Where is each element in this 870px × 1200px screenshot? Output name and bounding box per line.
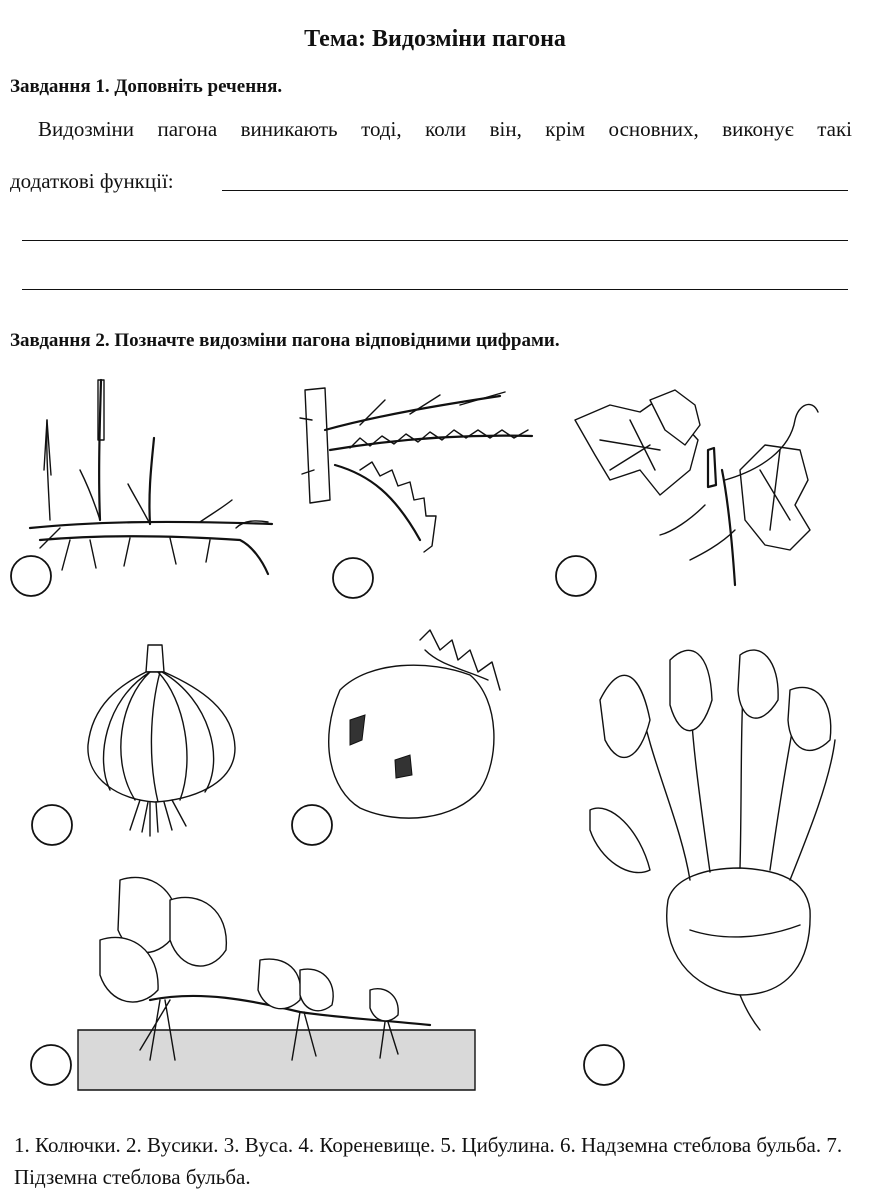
kohlrabi-illustration	[590, 650, 835, 1030]
rhizome-grass-illustration	[30, 380, 272, 574]
task1-sentence-line1: Видозміни пагона виникають тоді, коли він, крім основних, виконує такі	[38, 117, 852, 141]
strawberry-runners-illustration	[78, 877, 475, 1090]
onion-bulb-illustration	[88, 645, 235, 836]
answer-circle-rhizome[interactable]	[11, 556, 51, 596]
answer-circle-tendrils[interactable]	[556, 556, 596, 596]
tendrils-vine-illustration	[575, 390, 818, 585]
answer-circle-kohlrabi[interactable]	[584, 1045, 624, 1085]
answer-circle-onion[interactable]	[32, 805, 72, 845]
thorns-branch-illustration	[300, 388, 532, 552]
task1-sentence-line2: додаткові функції:	[10, 169, 174, 193]
answer-key: 1. Колючки. 2. Вусики. 3. Вуса. 4. Кореневище. 5. Цибулина. 6. Надземна стеблова бульба. 7. Підземна стеблова бульба.	[14, 1133, 843, 1189]
page-title: Тема: Видозміни пагона	[304, 26, 566, 52]
answer-circle-potato[interactable]	[292, 805, 332, 845]
answer-circle-thorns[interactable]	[333, 558, 373, 598]
task2-heading: Завдання 2. Позначте видозміни пагона відповідними цифрами.	[10, 330, 560, 351]
task1-heading: Завдання 1. Доповніть речення.	[10, 76, 283, 97]
answer-circle-strawberry[interactable]	[31, 1045, 71, 1085]
potato-tuber-illustration	[329, 630, 500, 818]
